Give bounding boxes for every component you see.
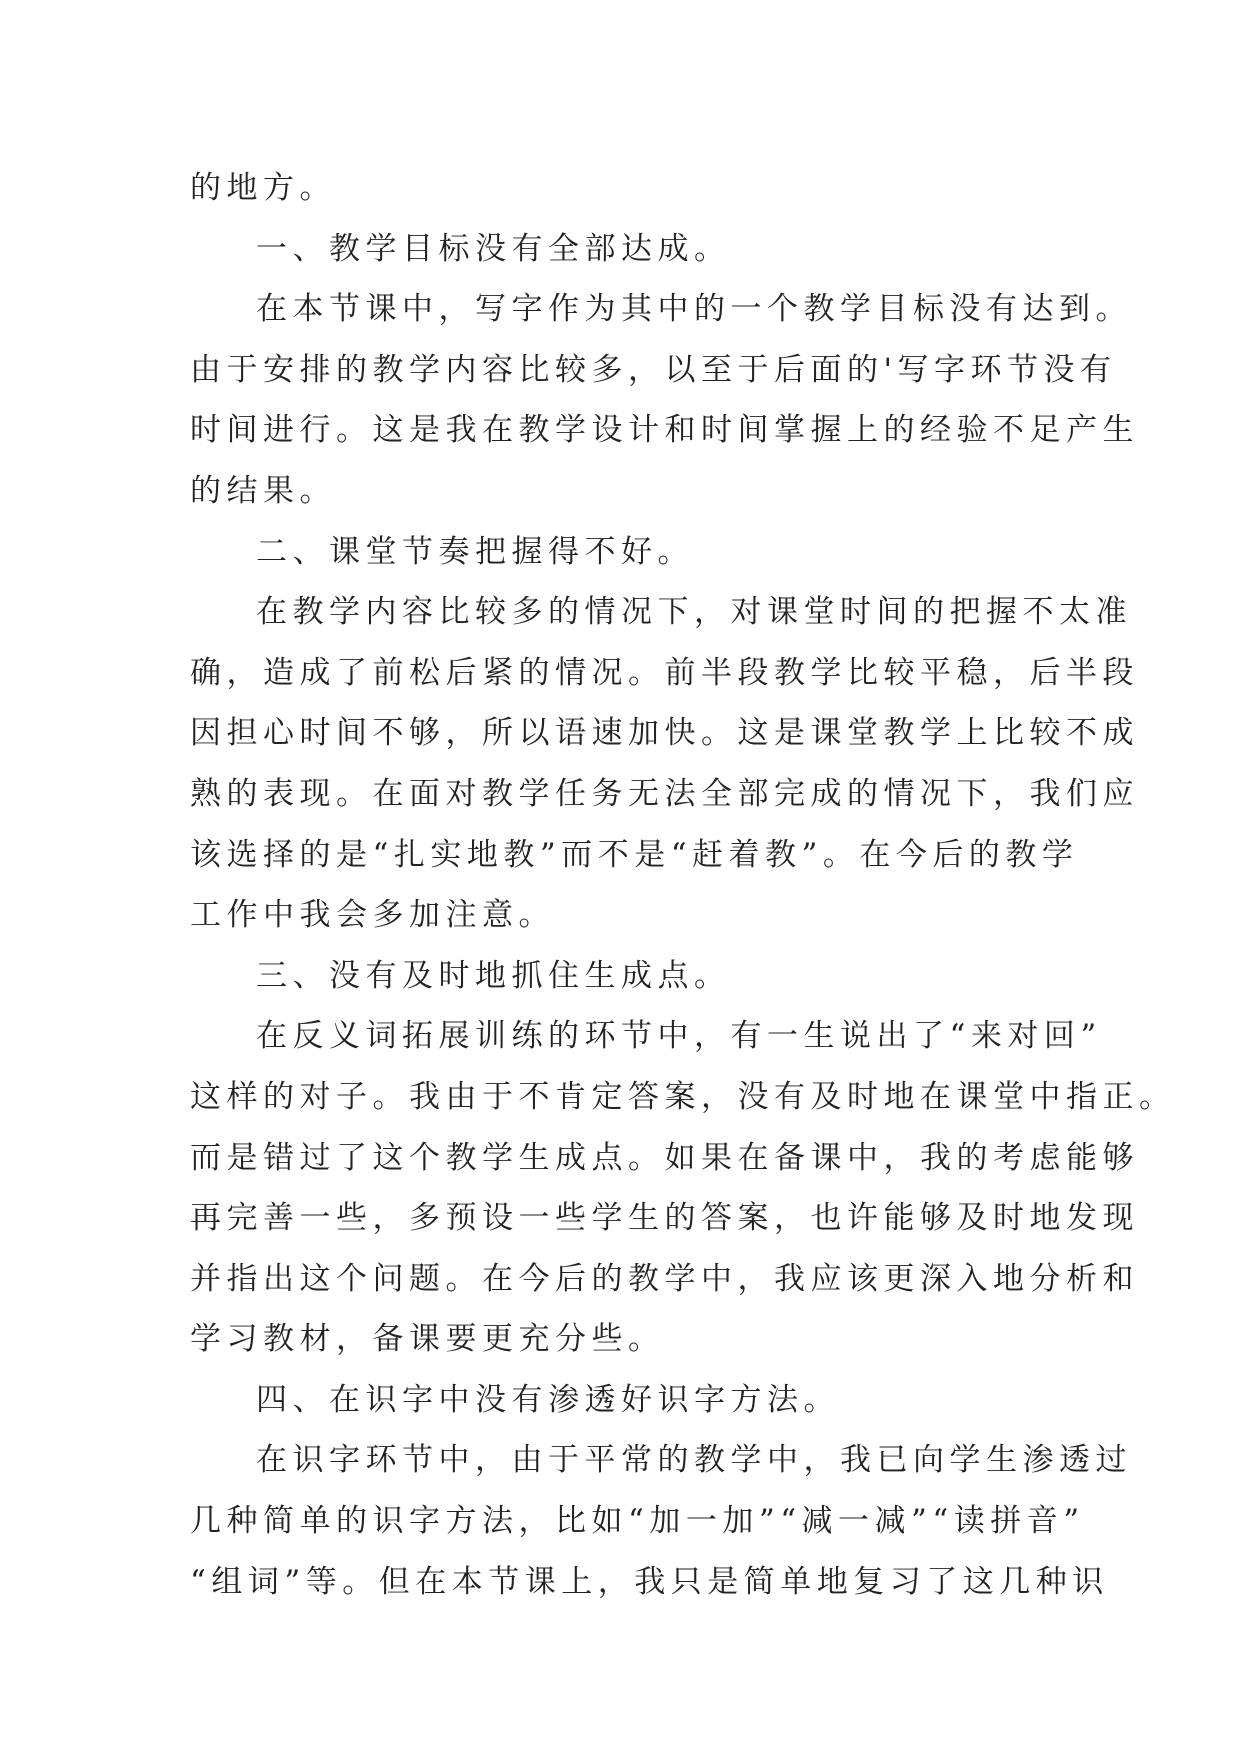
text-line: 在本节课中，写字作为其中的一个教学目标没有达到。 — [256, 291, 1132, 328]
text-line: “组词”等。但在本节课上，我只是简单地复习了这几种识 — [190, 1563, 1109, 1600]
text-line: 三、没有及时地抓住生成点。 — [256, 957, 731, 994]
text-line: 几种简单的识字方法，比如“加一加”“减一减”“读拼音” — [190, 1503, 1085, 1540]
text-line: 因担心时间不够，所以语速加快。这是课堂教学上比较不成 — [190, 715, 1139, 752]
text-line: 学习教材，备课要更充分些。 — [190, 1321, 665, 1358]
text-line: 由于安排的教学内容比较多，以至于后面的'写字环节没有 — [190, 351, 1117, 388]
text-line: 这样的对子。我由于不肯定答案，没有及时地在课堂中指正。 — [190, 1078, 1176, 1115]
text-line: 在识字环节中，由于平常的教学中，我已向学生渗透过 — [256, 1442, 1132, 1479]
text-line: 并指出这个问题。在今后的教学中，我应该更深入地分析和 — [190, 1260, 1139, 1297]
text-line: 该选择的是“扎实地教”而不是“赶着教”。在今后的教学 — [190, 836, 1079, 873]
text-line: 再完善一些，多预设一些学生的答案，也许能够及时地发现 — [190, 1200, 1139, 1237]
text-line: 时间进行。这是我在教学设计和时间掌握上的经验不足产生 — [190, 412, 1139, 449]
text-line: 在教学内容比较多的情况下，对课堂时间的把握不太准 — [256, 594, 1132, 631]
text-line: 在反义词拓展训练的环节中，有一生说出了“来对回” — [256, 1018, 1102, 1055]
text-line: 一、教学目标没有全部达成。 — [256, 230, 731, 267]
text-line: 工作中我会多加注意。 — [190, 897, 555, 934]
text-line: 的结果。 — [190, 472, 336, 509]
text-line: 二、课堂节奏把握得不好。 — [256, 533, 694, 570]
document-body — [190, 158, 1176, 1612]
text-line: 的地方。 — [190, 170, 336, 206]
text-line: 熟的表现。在面对教学任务无法全部完成的情况下，我们应 — [190, 775, 1139, 812]
text-line: 而是错过了这个教学生成点。如果在备课中，我的考虑能够 — [190, 1139, 1139, 1176]
text-line: 确，造成了前松后紧的情况。前半段教学比较平稳，后半段 — [190, 654, 1139, 691]
text-line: 四、在识字中没有渗透好识字方法。 — [256, 1381, 840, 1418]
